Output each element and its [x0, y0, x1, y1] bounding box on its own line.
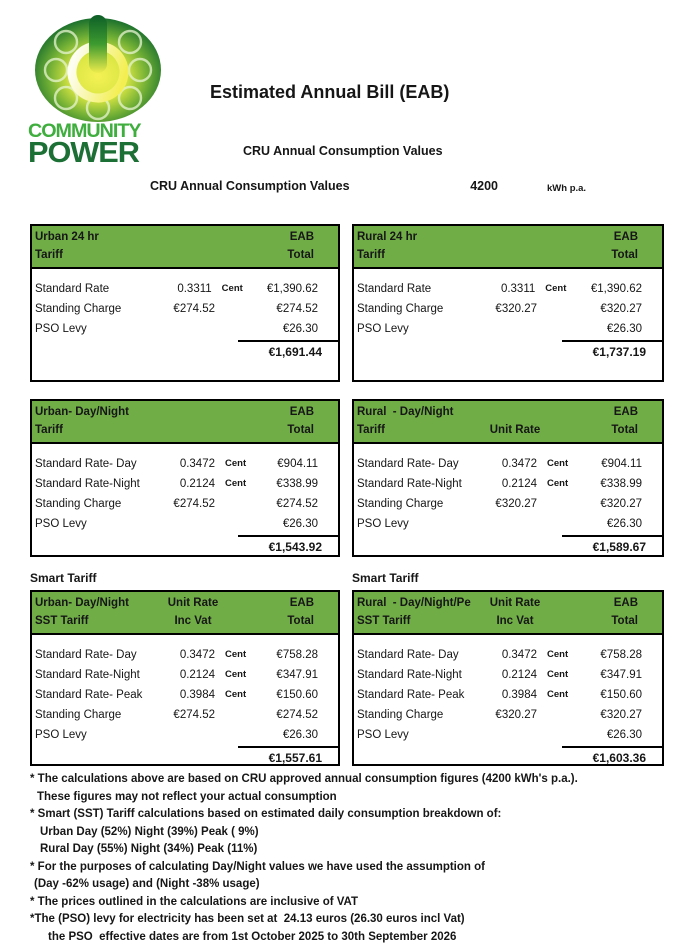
table-row [32, 319, 338, 339]
row-unit-text [215, 299, 271, 319]
row-unit-text [537, 494, 593, 514]
eab-heading: EAB [289, 597, 314, 609]
row-unit-rate [479, 725, 537, 745]
note-line: *The (PSO) levy for electricity has been set at 24.13 euros (26.30 euros incl Vat) [30, 913, 465, 925]
total-heading: Total [611, 424, 638, 436]
table-header-row [354, 612, 662, 630]
row-unit-text [537, 299, 593, 319]
table-title: Urban- Day/Night [35, 597, 129, 609]
row-unit-rate: €274.52 [173, 709, 215, 721]
row-eab-value: €758.28 [276, 649, 318, 661]
total-heading: Total [611, 249, 638, 261]
table-header-row [354, 246, 662, 264]
tariff-heading: Tariff [35, 424, 63, 436]
total-value: €1,691.44 [238, 340, 338, 362]
row-label: PSO Levy [35, 323, 87, 335]
smart-tariff-label-left: Smart Tariff [30, 571, 97, 585]
row-unit-rate: 0.3311 [177, 283, 212, 295]
table-body [354, 269, 662, 380]
table-row [354, 685, 662, 705]
row-eab-value: €274.52 [276, 303, 318, 315]
table-row [32, 685, 338, 705]
row-eab-value: €320.27 [600, 303, 642, 315]
table-rural-smart [352, 590, 664, 766]
table-header [32, 401, 338, 444]
row-unit-text: Cent [547, 478, 569, 489]
total-heading: Total [287, 249, 314, 261]
row-unit-text: Cent [547, 458, 569, 469]
table-header-row [32, 594, 338, 612]
table-row [32, 299, 338, 319]
table-row [32, 474, 338, 494]
row-eab-value: €320.27 [600, 498, 642, 510]
table-row [354, 725, 662, 745]
total-value: €1,543.92 [238, 535, 338, 555]
row-unit-rate [157, 514, 215, 534]
row-unit-text [537, 725, 593, 745]
table-header [32, 592, 338, 635]
row-unit-rate: 0.2124 [501, 669, 537, 681]
table-header [32, 226, 338, 269]
table-row [32, 705, 338, 725]
tariff-heading: SST Tariff [35, 615, 89, 627]
page-subtitle: CRU Annual Consumption Values [243, 144, 443, 158]
row-label: Standing Charge [357, 498, 444, 510]
logo-text-power: POWER [28, 137, 139, 169]
total-value: €1,589.67 [562, 535, 662, 555]
table-header-row [354, 421, 662, 439]
total-value: €1,603.36 [562, 746, 662, 764]
table-header [354, 592, 662, 635]
page-title: Estimated Annual Bill (EAB) [210, 82, 450, 102]
table-title: Rural - Day/Night/Pe [357, 597, 471, 609]
table-urban-24hr [30, 224, 340, 382]
table-header-row [354, 403, 662, 421]
total-heading: Total [287, 615, 314, 627]
eab-heading: EAB [289, 231, 314, 243]
total-heading: Total [611, 615, 638, 627]
row-unit-text: Cent [545, 283, 567, 294]
row-unit-rate: 0.2124 [179, 478, 215, 490]
row-label: Standard Rate- Day [35, 649, 137, 661]
table-row [354, 514, 662, 534]
table-header-row [354, 228, 662, 246]
tariff-heading: Tariff [357, 424, 385, 436]
row-label: Standard Rate- Peak [357, 689, 465, 701]
row-label: PSO Levy [35, 518, 87, 530]
row-unit-rate: 0.2124 [501, 478, 537, 490]
unit-rate-heading [475, 403, 555, 421]
row-label: Standing Charge [35, 709, 122, 721]
row-unit-rate [479, 319, 537, 339]
row-unit-rate [157, 725, 215, 745]
table-rural-24hr [352, 224, 664, 382]
row-eab-value: €347.91 [276, 669, 318, 681]
row-label: Standing Charge [357, 303, 444, 315]
total-value: €1,737.19 [562, 340, 662, 362]
row-unit-rate: 0.3472 [179, 649, 215, 661]
row-unit-rate: €320.27 [495, 709, 537, 721]
row-unit-rate: 0.3311 [500, 283, 536, 295]
row-eab-value: €1,390.62 [590, 283, 642, 295]
table-row [354, 705, 662, 725]
row-unit-rate [157, 319, 215, 339]
row-unit-rate: €274.52 [173, 498, 215, 510]
row-label: Standard Rate- Day [357, 458, 459, 470]
row-unit-text: Cent [221, 283, 243, 294]
row-label: Standard Rate-Night [35, 669, 140, 681]
row-unit-text: Cent [225, 649, 247, 660]
row-eab-value: €26.30 [606, 323, 642, 335]
row-unit-rate [479, 514, 537, 534]
table-row [32, 494, 338, 514]
note-line: (Day -62% usage) and (Night -38% usage) [34, 878, 260, 890]
power-button-icon [32, 10, 164, 122]
table-row [354, 665, 662, 685]
table-body [354, 444, 662, 555]
row-unit-rate: 0.3984 [179, 689, 215, 701]
table-header [354, 401, 662, 444]
row-label: Standard Rate [357, 283, 432, 295]
total-row [32, 746, 338, 764]
row-eab-value: €150.60 [600, 689, 642, 701]
row-eab-value: €150.60 [276, 689, 318, 701]
row-eab-value: €338.99 [600, 478, 642, 490]
smart-tariff-label-right: Smart Tariff [352, 571, 419, 585]
inc-vat-heading: Unit Rate [489, 424, 541, 436]
row-label: Standard Rate-Night [35, 478, 140, 490]
row-unit-rate: €320.27 [495, 303, 537, 315]
row-eab-value: €320.27 [600, 709, 642, 721]
total-row [354, 746, 662, 764]
row-label: Standard Rate- Day [357, 649, 459, 661]
row-unit-text [215, 319, 271, 339]
table-body [32, 269, 338, 380]
total-value: €1,557.61 [238, 746, 338, 764]
note-line: * The calculations above are based on CRU approved annual consumption figures (4200 kWh's p.a.). [30, 773, 578, 785]
row-eab-value: €26.30 [282, 518, 318, 530]
table-header-row [32, 421, 338, 439]
table-row [32, 279, 338, 299]
consumption-label: CRU Annual Consumption Values [150, 179, 350, 193]
table-row [354, 299, 662, 319]
row-unit-rate: 0.2124 [179, 669, 215, 681]
consumption-row [0, 179, 691, 197]
table-row [32, 645, 338, 665]
table-row [354, 494, 662, 514]
unit-rate-heading [475, 228, 555, 246]
tariff-heading: SST Tariff [357, 615, 411, 627]
total-heading: Total [287, 424, 314, 436]
row-eab-value: €904.11 [601, 458, 642, 470]
consumption-value: 4200 [470, 179, 498, 193]
total-row [32, 340, 338, 362]
table-rural-day-night [352, 399, 664, 557]
table-header-row [32, 228, 338, 246]
unit-rate-heading: Unit Rate [167, 597, 219, 609]
row-eab-value: €26.30 [282, 729, 318, 741]
row-label: PSO Levy [357, 518, 409, 530]
row-eab-value: €274.52 [276, 709, 318, 721]
row-label: Standard Rate- Day [35, 458, 137, 470]
eab-heading: EAB [613, 597, 638, 609]
table-row [354, 454, 662, 474]
inc-vat-heading: Inc Vat [174, 615, 212, 627]
row-label: PSO Levy [357, 323, 409, 335]
row-unit-text [215, 514, 271, 534]
total-row [354, 535, 662, 555]
row-eab-value: €338.99 [276, 478, 318, 490]
table-header [354, 226, 662, 269]
row-unit-text: Cent [225, 689, 247, 700]
row-label: Standing Charge [357, 709, 444, 721]
table-row [354, 319, 662, 339]
table-row [32, 665, 338, 685]
table-row [32, 725, 338, 745]
eab-heading: EAB [613, 231, 638, 243]
note-line: Urban Day (52%) Night (39%) Peak ( 9%) [40, 825, 259, 838]
row-unit-rate: 0.3984 [501, 689, 537, 701]
inc-vat-heading: Inc Vat [496, 615, 534, 627]
note-line: * Smart (SST) Tariff calculations based on estimated daily consumption breakdown of: [30, 808, 502, 820]
row-unit-text [537, 514, 593, 534]
total-row [354, 340, 662, 362]
note-line: Rural Day (55%) Night (34%) Peak (11%) [40, 843, 258, 855]
logo-text-community: COMMUNITY [28, 121, 141, 142]
table-row [32, 514, 338, 534]
row-unit-text [215, 494, 271, 514]
row-label: Standing Charge [35, 498, 122, 510]
table-body [354, 635, 662, 764]
table-row [354, 474, 662, 494]
row-unit-text: Cent [225, 669, 247, 680]
row-unit-text: Cent [547, 669, 569, 680]
row-unit-text [537, 319, 593, 339]
table-urban-day-night [30, 399, 340, 557]
row-unit-text: Cent [225, 478, 247, 489]
table-header-row [32, 246, 338, 264]
note-line: * The prices outlined in the calculations are inclusive of VAT [30, 895, 359, 908]
unit-rate-heading [153, 228, 233, 246]
row-eab-value: €758.28 [600, 649, 642, 661]
row-unit-rate: 0.3472 [179, 458, 215, 470]
table-header-row [32, 403, 338, 421]
row-unit-text [537, 705, 593, 725]
table-title: Urban 24 hr [35, 231, 99, 243]
eab-heading: EAB [613, 406, 638, 418]
row-label: PSO Levy [35, 729, 87, 741]
row-label: Standard Rate- Peak [35, 689, 143, 701]
row-eab-value: €1,390.62 [266, 283, 318, 295]
note-line: * For the purposes of calculating Day/Night values we have used the assumption of [30, 860, 485, 873]
row-label: PSO Levy [357, 729, 409, 741]
eab-heading: EAB [289, 406, 314, 418]
row-eab-value: €26.30 [282, 323, 318, 335]
row-label: Standard Rate-Night [357, 669, 462, 681]
consumption-unit: kWh p.a. [547, 183, 587, 194]
row-eab-value: €26.30 [606, 518, 642, 530]
inc-vat-heading [475, 246, 555, 264]
table-title: Urban- Day/Night [35, 406, 129, 418]
row-label: Standard Rate-Night [357, 478, 462, 490]
table-body [32, 444, 338, 555]
footnotes [30, 771, 670, 946]
row-unit-text: Cent [547, 689, 569, 700]
unit-rate-heading [153, 403, 233, 421]
community-power-logo [28, 10, 168, 169]
row-unit-text [215, 705, 271, 725]
table-title: Rural 24 hr [357, 231, 418, 243]
row-eab-value: €347.91 [600, 669, 642, 681]
total-row [32, 535, 338, 555]
row-label: Standard Rate [35, 283, 110, 295]
row-eab-value: €26.30 [606, 729, 642, 741]
table-row [32, 454, 338, 474]
table-header-row [354, 594, 662, 612]
table-row [354, 279, 662, 299]
table-body [32, 635, 338, 764]
note-line: the PSO effective dates are from 1st October 2025 to 30th September 2026 [48, 930, 457, 943]
table-header-row [32, 612, 338, 630]
inc-vat-heading [153, 421, 233, 439]
row-unit-rate: 0.3472 [501, 649, 537, 661]
row-label: Standing Charge [35, 303, 122, 315]
row-unit-rate: €274.52 [173, 303, 215, 315]
row-eab-value: €274.52 [276, 498, 318, 510]
table-urban-smart [30, 590, 340, 766]
tariff-heading: Tariff [35, 249, 63, 261]
row-unit-text: Cent [547, 649, 569, 660]
row-unit-text [215, 725, 271, 745]
row-eab-value: €904.11 [277, 458, 318, 470]
table-row [354, 645, 662, 665]
row-unit-rate: €320.27 [495, 498, 537, 510]
table-title: Rural - Day/Night [357, 406, 454, 418]
tariff-heading: Tariff [357, 249, 385, 261]
row-unit-rate: 0.3472 [501, 458, 537, 470]
row-unit-text: Cent [225, 458, 247, 469]
inc-vat-heading [153, 246, 233, 264]
note-line: These figures may not reflect your actual consumption [37, 790, 337, 803]
unit-rate-heading: Unit Rate [489, 597, 541, 609]
